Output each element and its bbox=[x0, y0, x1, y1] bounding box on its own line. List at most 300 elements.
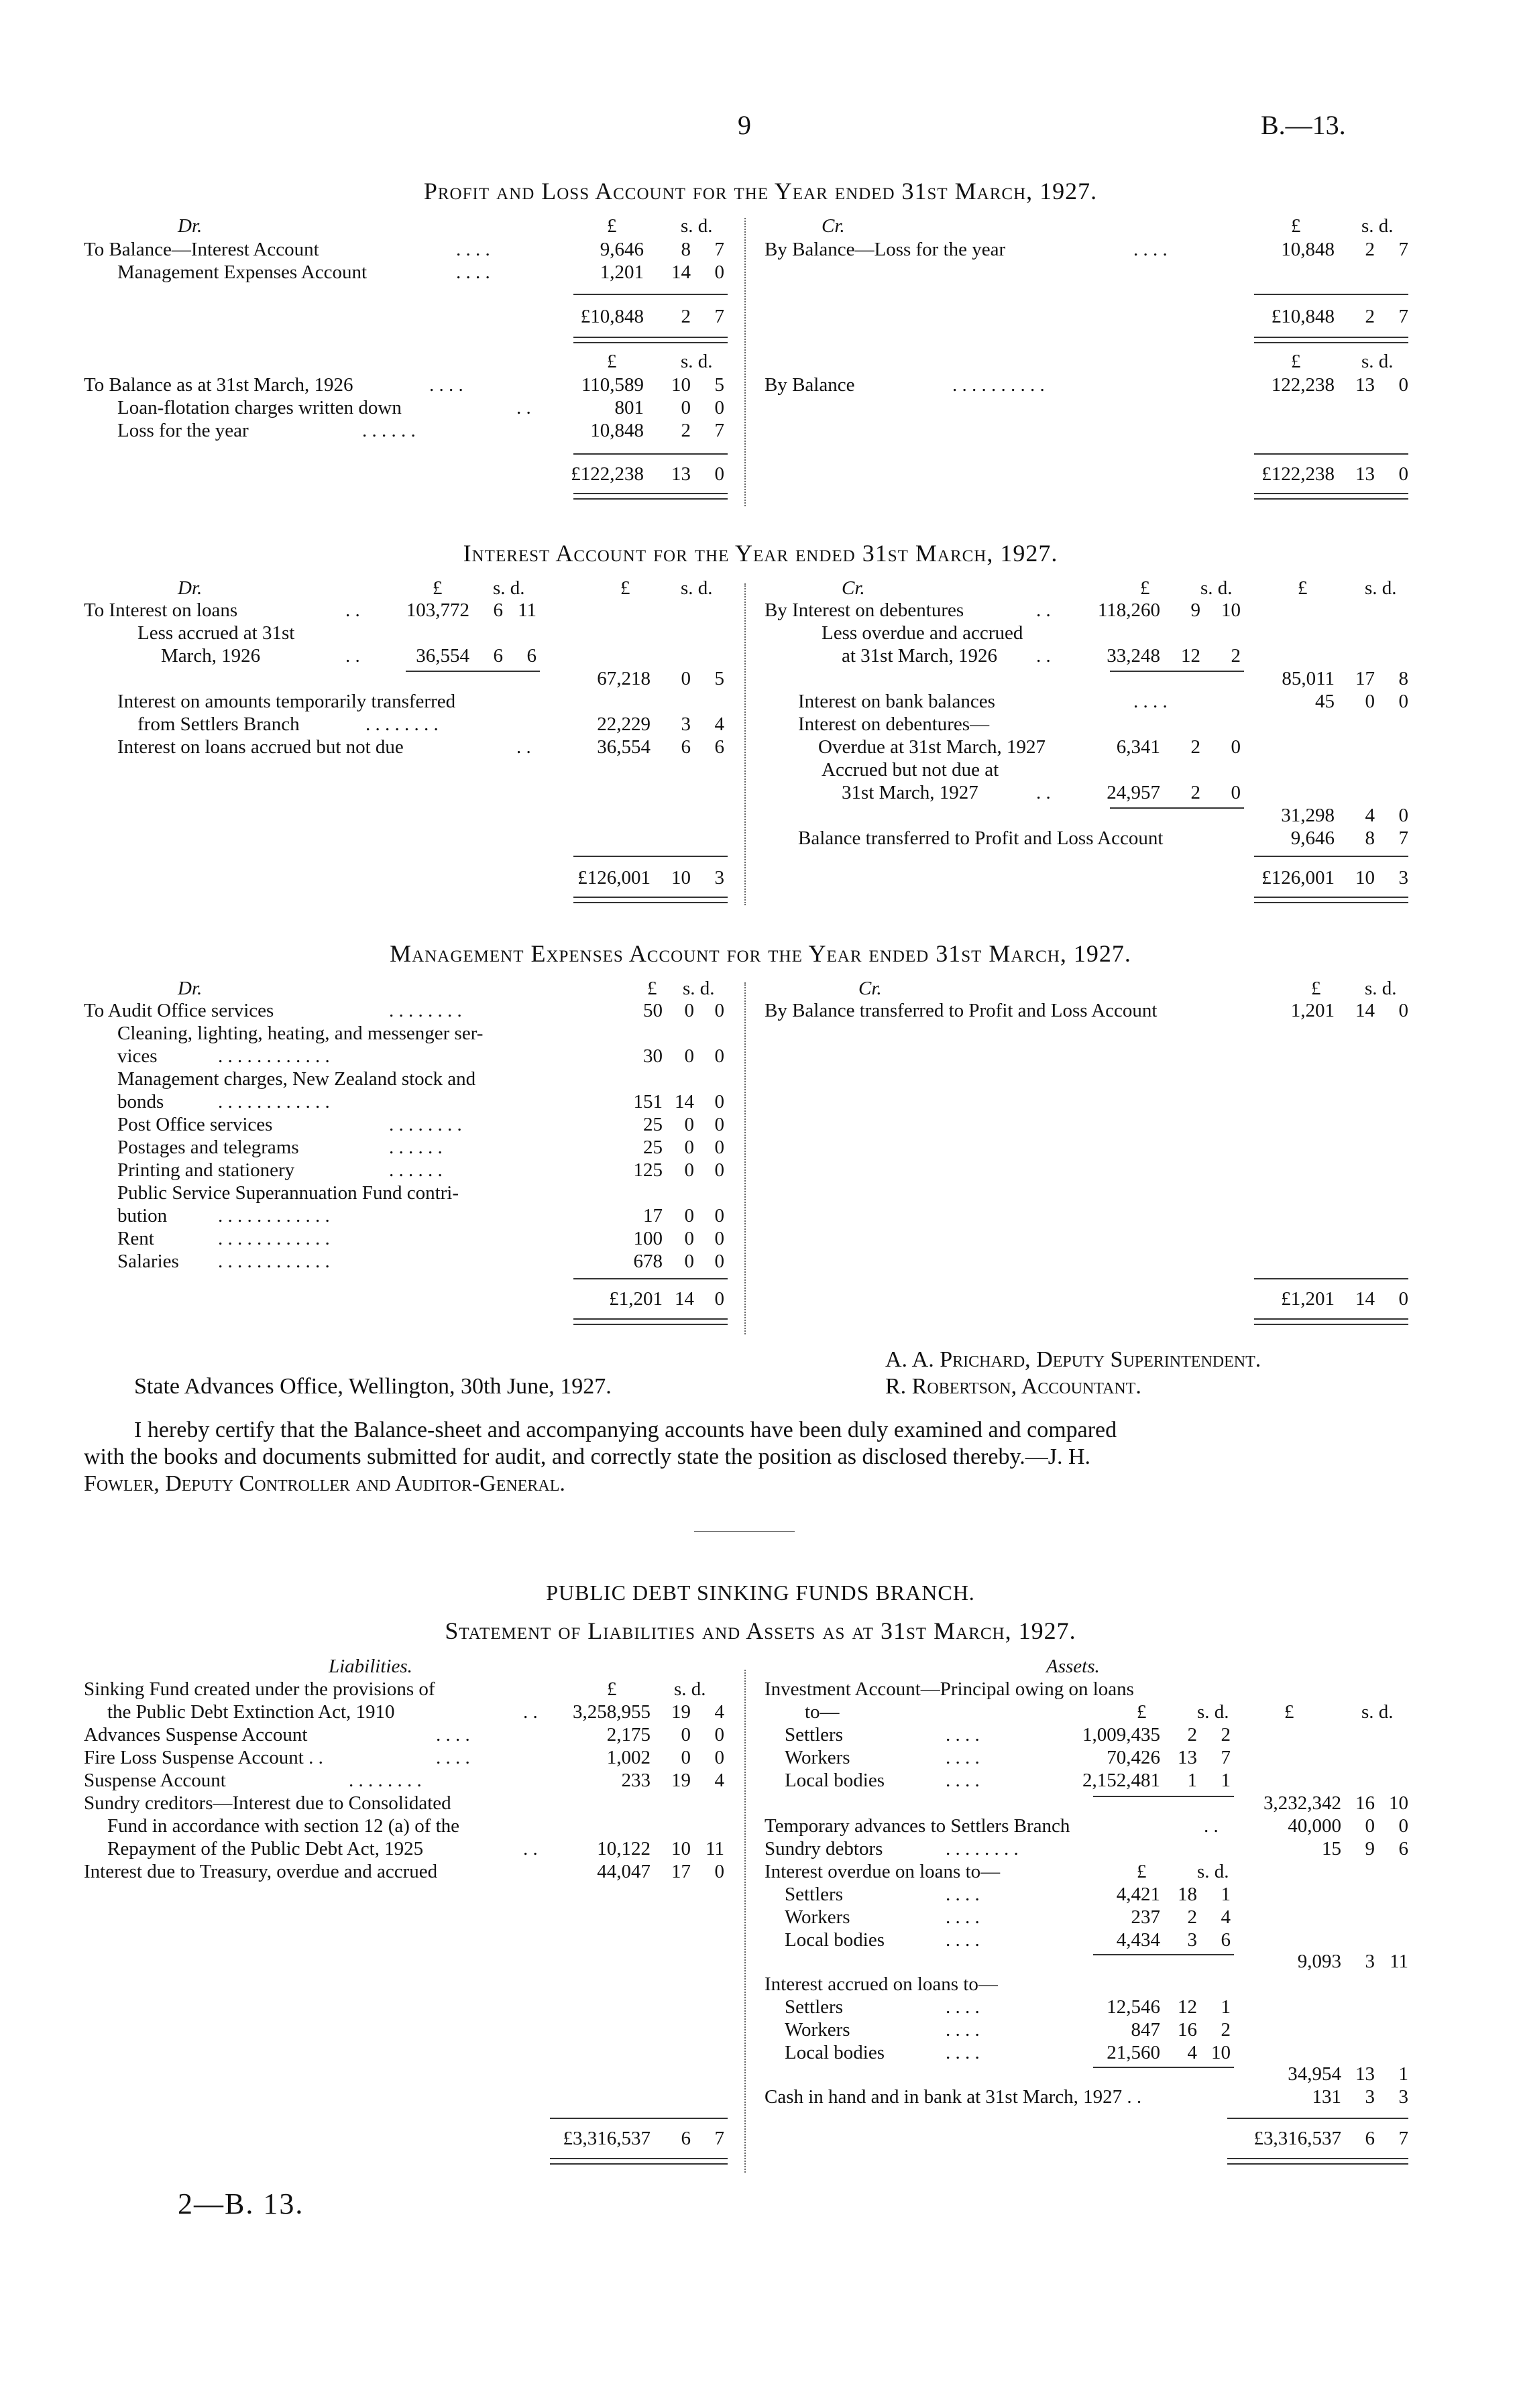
sf-assets-sd-heading-a: s. d. bbox=[1197, 1701, 1229, 1723]
mgmt-rent-pounds: 100 bbox=[633, 1228, 663, 1249]
pl-loss-year: Loss for the year bbox=[117, 420, 249, 441]
sf-accrued-settlers-shillings: 12 bbox=[1178, 1996, 1197, 2018]
int-less-accrued: Less accrued at 31st bbox=[137, 622, 295, 644]
sf-sundry-creditors: Sundry creditors—Interest due to Consolidated bbox=[84, 1792, 451, 1814]
pl-row-management: Management Expenses Account bbox=[117, 262, 368, 283]
pl-loss-year-dots: . . . . . . bbox=[362, 420, 416, 441]
mgmt-audit-pence: 0 bbox=[714, 1000, 724, 1021]
mgmt-printing: Printing and stationery bbox=[117, 1159, 295, 1181]
sf-interest-accrued: Interest accrued on loans to— bbox=[765, 1973, 998, 1995]
sf-fire-loss-dots: . . . . bbox=[436, 1747, 470, 1768]
sf-assets-total: £3,316,537 bbox=[1253, 2128, 1341, 2149]
mgmt-salaries-pounds: 678 bbox=[633, 1251, 663, 1272]
pl-double-rule-cr bbox=[1254, 337, 1408, 343]
int-cr-overdue-1927-pence: 0 bbox=[1231, 736, 1241, 758]
pl-cr-loss-pence: 7 bbox=[1398, 239, 1408, 260]
int-cr-bank-balances-pounds: 45 bbox=[1315, 691, 1335, 712]
mgmt-total-pence: 0 bbox=[714, 1288, 724, 1310]
sf-overdue-settlers-shillings: 18 bbox=[1178, 1884, 1197, 1905]
sf-sundry-creditors-pounds: 10,122 bbox=[597, 1838, 651, 1859]
mgmt-cr-balance: By Balance transferred to Profit and Loss Account bbox=[765, 1000, 1158, 1021]
sf-assets-total-shillings: 6 bbox=[1365, 2128, 1375, 2149]
mgmt-total-cr: £1,201 bbox=[1281, 1288, 1335, 1310]
pl-loan-flotation: Loan-flotation charges written down bbox=[117, 397, 402, 418]
sf-sundry-creditors-3: Repayment of the Public Debt Act, 1925 bbox=[107, 1838, 424, 1859]
int-settlers-branch-pounds: 22,229 bbox=[597, 713, 651, 735]
int-net-loans-shillings: 0 bbox=[681, 668, 691, 689]
int-cr-bank-balances-dots: . . . . bbox=[1133, 691, 1168, 712]
sf-sundry-creditors-pence: 11 bbox=[706, 1838, 724, 1859]
int-pound-heading-a: £ bbox=[433, 577, 443, 599]
int-march-1926-shillings: 6 bbox=[493, 645, 503, 667]
sf-overdue-sd-heading: s. d. bbox=[1197, 1861, 1229, 1882]
int-double-rule-cr bbox=[1254, 897, 1408, 903]
sf-principal-net-pounds: 3,232,342 bbox=[1263, 1792, 1341, 1814]
int-cr-march-1927-dots: . . bbox=[1036, 782, 1051, 803]
mgmt-printing-shillings: 0 bbox=[684, 1159, 694, 1181]
mgmt-post-office-shillings: 0 bbox=[684, 1114, 694, 1135]
mgmt-audit-dots: . . . . . . . . bbox=[389, 1000, 462, 1021]
sf-principal-workers-pounds: 70,426 bbox=[1107, 1747, 1160, 1768]
int-total-shillings: 10 bbox=[671, 867, 691, 888]
int-total-cr-pence: 3 bbox=[1398, 867, 1408, 888]
int-march-1926-pounds: 36,554 bbox=[416, 645, 469, 667]
sf-sinking-fund-pounds: 3,258,955 bbox=[573, 1701, 651, 1723]
pl-cr-balance: By Balance bbox=[765, 374, 855, 396]
mgmt-rule-cr bbox=[1254, 1278, 1408, 1279]
sf-interest-treasury-shillings: 17 bbox=[671, 1861, 691, 1882]
mgmt-superannuation-2: bution bbox=[117, 1205, 168, 1226]
mgmt-postages-pounds: 25 bbox=[643, 1137, 663, 1158]
pl-total-2-cr-shillings: 13 bbox=[1355, 463, 1375, 485]
sf-sinking-fund-dots: . . bbox=[523, 1701, 538, 1723]
pl-row-management-pence: 0 bbox=[714, 262, 724, 283]
sf-suspense: Suspense Account bbox=[84, 1770, 226, 1791]
sf-liab-total-rule bbox=[550, 2118, 728, 2119]
sf-overdue-local-pounds: 4,434 bbox=[1116, 1929, 1160, 1951]
pl-balance-1926-pounds: 110,589 bbox=[581, 374, 644, 396]
int-cr-debentures-2: Interest on debentures— bbox=[798, 713, 990, 735]
pl-cr-balance-dots: . . . . . . . . . . bbox=[952, 374, 1045, 396]
certificate-line-2: with the books and documents submitted for audit, and correctly state the position as disclosed thereby.—J. H. bbox=[84, 1444, 1091, 1469]
pl-sd-heading: s. d. bbox=[681, 215, 713, 237]
pl-total-1-cr-shillings: 2 bbox=[1365, 306, 1375, 327]
sf-liabilities-total-pence: 7 bbox=[714, 2128, 724, 2149]
int-cr-debentures-pounds: 118,260 bbox=[1097, 599, 1160, 621]
pl-loss-year-pence: 7 bbox=[714, 420, 724, 441]
pl-loan-flotation-pounds: 801 bbox=[614, 397, 644, 418]
int-cr-pound-heading-a: £ bbox=[1140, 577, 1150, 599]
sf-suspense-pounds: 233 bbox=[621, 1770, 651, 1791]
int-cr-march-1927-shillings: 2 bbox=[1190, 782, 1200, 803]
mgmt-post-office: Post Office services bbox=[117, 1114, 273, 1135]
sf-liab-pound-heading: £ bbox=[607, 1678, 617, 1700]
pl2-sd-heading: s. d. bbox=[681, 351, 713, 372]
sf-cash-in-hand: Cash in hand and in bank at 31st March, 1927 . . bbox=[765, 2086, 1142, 2108]
pl-balance-1926-dots: . . . . bbox=[429, 374, 463, 396]
sf-principal-workers-dots: . . . . bbox=[946, 1747, 980, 1768]
section-divider bbox=[694, 1531, 795, 1532]
pl2-cr-pound-heading: £ bbox=[1291, 351, 1301, 372]
sf-overdue-pound-heading: £ bbox=[1137, 1861, 1147, 1882]
int-cr-net-pounds: 85,011 bbox=[1282, 668, 1335, 689]
int-net-loans-pounds: 67,218 bbox=[597, 668, 651, 689]
office-dateline: State Advances Office, Wellington, 30th June, 1927. bbox=[134, 1374, 612, 1399]
pl2-double-rule bbox=[573, 493, 728, 500]
sf-accrued-local: Local bodies bbox=[785, 2042, 885, 2063]
sinking-branch-title: PUBLIC DEBT SINKING FUNDS BRANCH. bbox=[546, 1581, 975, 1605]
mgmt-cleaning-2: vices bbox=[117, 1045, 158, 1067]
mgmt-cr-balance-pence: 0 bbox=[1398, 1000, 1408, 1021]
int-double-rule bbox=[573, 897, 728, 903]
int-accrued-not-due: Interest on loans accrued but not due bbox=[117, 736, 404, 758]
mgmt-superannuation-dots: . . . . . . . . . . . . bbox=[218, 1205, 330, 1226]
mgmt-charges-2: bonds bbox=[117, 1091, 164, 1112]
pl-cr-loss-pounds: 10,848 bbox=[1281, 239, 1335, 260]
sf-temporary-advances-dots: . . bbox=[1204, 1815, 1219, 1837]
mgmt-cleaning-pence: 0 bbox=[714, 1045, 724, 1067]
int-sub-rule bbox=[406, 671, 540, 672]
mgmt-charges-dots: . . . . . . . . . . . . bbox=[218, 1091, 330, 1112]
sf-cash-in-hand-shillings: 3 bbox=[1365, 2086, 1375, 2108]
pl-row-interest-pounds: 9,646 bbox=[600, 239, 644, 260]
int-cr-debentures: By Interest on debentures bbox=[765, 599, 964, 621]
signature-robertson: R. Robertson, Accountant. bbox=[885, 1374, 1141, 1399]
int-accrued-not-due-shillings: 6 bbox=[681, 736, 691, 758]
mgmt-superannuation-shillings: 0 bbox=[684, 1205, 694, 1226]
int-cr-debentures-dots: . . bbox=[1036, 599, 1051, 621]
sf-temporary-advances-pence: 0 bbox=[1398, 1815, 1408, 1837]
sf-overdue-settlers-pounds: 4,421 bbox=[1116, 1884, 1160, 1905]
int-cr-less-overdue: Less overdue and accrued bbox=[822, 622, 1023, 644]
sf-sundry-debtors-pounds: 15 bbox=[1322, 1838, 1341, 1859]
pl2-double-rule-cr bbox=[1254, 493, 1408, 500]
pl-row-interest-pence: 7 bbox=[714, 239, 724, 260]
sf-sundry-debtors-dots: . . . . . . . . bbox=[946, 1838, 1019, 1859]
mgmt-rent-shillings: 0 bbox=[684, 1228, 694, 1249]
int-total-cr: £126,001 bbox=[1261, 867, 1335, 888]
mgmt-printing-pence: 0 bbox=[714, 1159, 724, 1181]
int-march-1926: March, 1926 bbox=[161, 645, 261, 667]
pl-loss-year-shillings: 2 bbox=[681, 420, 691, 441]
mgmt-cleaning-shillings: 0 bbox=[684, 1045, 694, 1067]
sf-fire-loss: Fire Loss Suspense Account . . bbox=[84, 1747, 323, 1768]
int-settlers-branch-dots: . . . . . . . . bbox=[365, 713, 439, 735]
certificate-line-1: I hereby certify that the Balance-sheet and accompanying accounts have been duly examined and compared bbox=[134, 1418, 1117, 1442]
sf-advances-suspense-pence: 0 bbox=[714, 1724, 724, 1745]
sf-column-divider bbox=[744, 1670, 746, 2173]
int-cr-overdue-1927-pounds: 6,341 bbox=[1116, 736, 1160, 758]
sf-accrued-net-pence: 1 bbox=[1398, 2063, 1408, 2085]
mgmt-column-divider bbox=[744, 982, 746, 1334]
mgmt-superannuation-pounds: 17 bbox=[643, 1205, 663, 1226]
pl-loss-year-pounds: 10,848 bbox=[590, 420, 644, 441]
int-cr-march-1926-shillings: 12 bbox=[1181, 645, 1200, 667]
mgmt-pound-heading: £ bbox=[647, 978, 657, 999]
sf-sundry-creditors-2: Fund in accordance with section 12 (a) of the bbox=[107, 1815, 460, 1837]
int-cr-net2-pounds: 31,298 bbox=[1281, 805, 1335, 826]
pl-total-2-shillings: 13 bbox=[671, 463, 691, 485]
sf-suspense-shillings: 19 bbox=[671, 1770, 691, 1791]
sf-accrued-local-pence: 10 bbox=[1211, 2042, 1231, 2063]
sf-sinking-fund-shillings: 19 bbox=[671, 1701, 691, 1723]
assets-heading: Assets. bbox=[1046, 1656, 1100, 1677]
sf-cash-in-hand-pence: 3 bbox=[1398, 2086, 1408, 2108]
sf-sundry-debtors-shillings: 9 bbox=[1365, 1838, 1375, 1859]
pl-loan-flotation-shillings: 0 bbox=[681, 397, 691, 418]
sf-accrued-settlers-pounds: 12,546 bbox=[1107, 1996, 1160, 2018]
mgmt-total-shillings: 14 bbox=[675, 1288, 694, 1310]
mgmt-cleaning-pounds: 30 bbox=[643, 1045, 663, 1067]
mgmt-cr-sd-heading: s. d. bbox=[1365, 978, 1397, 999]
int-march-1926-pence: 6 bbox=[526, 645, 537, 667]
signature-prichard: A. A. Prichard, Deputy Superintendent. bbox=[885, 1347, 1261, 1372]
mgmt-cleaning: Cleaning, lighting, heating, and messenger ser- bbox=[117, 1023, 484, 1044]
int-cr-balance-transferred: Balance transferred to Profit and Loss Account bbox=[798, 827, 1164, 849]
mgmt-audit-pounds: 50 bbox=[643, 1000, 663, 1021]
pl-total-2-cr-pence: 0 bbox=[1398, 463, 1408, 485]
mgmt-superannuation-pence: 0 bbox=[714, 1205, 724, 1226]
pl-rule-cr bbox=[1254, 294, 1408, 295]
sf-suspense-dots: . . . . . . . . bbox=[349, 1770, 422, 1791]
mgmt-dr-label: Dr. bbox=[178, 978, 203, 999]
sf-accrued-settlers-dots: . . . . bbox=[946, 1996, 980, 2018]
mgmt-total-cr-shillings: 14 bbox=[1355, 1288, 1375, 1310]
sf-temporary-advances-shillings: 0 bbox=[1365, 1815, 1375, 1837]
sf-principal-local-pence: 1 bbox=[1221, 1770, 1231, 1791]
pl-total-1-cr-pence: 7 bbox=[1398, 306, 1408, 327]
int-cr-accrued-not-due: Accrued but not due at bbox=[822, 759, 999, 781]
int-cr-debentures-pence: 10 bbox=[1221, 599, 1241, 621]
sf-sinking-fund: Sinking Fund created under the provisions of bbox=[84, 1678, 435, 1700]
sf-principal-workers-shillings: 13 bbox=[1178, 1747, 1197, 1768]
mgmt-charges-shillings: 14 bbox=[675, 1091, 694, 1112]
sf-sundry-debtors-pence: 6 bbox=[1398, 1838, 1408, 1859]
sf-accrued-local-pounds: 21,560 bbox=[1107, 2042, 1160, 2063]
int-cr-balance-transferred-shillings: 8 bbox=[1365, 827, 1375, 849]
mgmt-audit: To Audit Office services bbox=[84, 1000, 274, 1021]
sf-interest-treasury-pounds: 44,047 bbox=[597, 1861, 651, 1882]
sf-assets-pound-heading-a: £ bbox=[1137, 1701, 1147, 1723]
pl-cr-loss: By Balance—Loss for the year bbox=[765, 239, 1006, 260]
mgmt-superannuation: Public Service Superannuation Fund contri- bbox=[117, 1182, 459, 1204]
sf-principal-net-shillings: 16 bbox=[1355, 1792, 1375, 1814]
sf-overdue-net-shillings: 3 bbox=[1365, 1951, 1375, 1972]
page-number: 9 bbox=[738, 110, 751, 140]
sf-accrued-workers-pence: 2 bbox=[1221, 2019, 1231, 2041]
mgmt-double-rule bbox=[573, 1318, 728, 1325]
int-sd-heading-a: s. d. bbox=[493, 577, 525, 599]
sf-principal-settlers-pence: 2 bbox=[1221, 1724, 1231, 1745]
int-accrued-not-due-pence: 6 bbox=[714, 736, 724, 758]
int-total: £126,001 bbox=[577, 867, 651, 888]
mgmt-salaries-dots: . . . . . . . . . . . . bbox=[218, 1251, 330, 1272]
sf-liab-sd-heading: s. d. bbox=[674, 1678, 706, 1700]
sf-assets-total-rule bbox=[1227, 2118, 1408, 2119]
pl-row-management-dots: . . . . bbox=[456, 262, 490, 283]
sf-accrued-workers-dots: . . . . bbox=[946, 2019, 980, 2041]
sf-investment-to: to— bbox=[805, 1701, 840, 1723]
sf-accrued-workers-pounds: 847 bbox=[1131, 2019, 1160, 2041]
sf-sundry-creditors-dots: . . bbox=[523, 1838, 538, 1859]
mgmt-rent-pence: 0 bbox=[714, 1228, 724, 1249]
sf-assets-pound-heading-b: £ bbox=[1284, 1701, 1294, 1723]
mgmt-salaries: Salaries bbox=[117, 1251, 179, 1272]
sf-sinking-fund-pence: 4 bbox=[714, 1701, 724, 1723]
sf-principal-settlers-pounds: 1,009,435 bbox=[1082, 1724, 1160, 1745]
int-cr-bank-balances: Interest on bank balances bbox=[798, 691, 995, 712]
int-cr-march-1926: at 31st March, 1926 bbox=[842, 645, 997, 667]
sf-assets-total-pence: 7 bbox=[1398, 2128, 1408, 2149]
mgmt-total: £1,201 bbox=[609, 1288, 663, 1310]
int-cr-march-1927-pence: 0 bbox=[1231, 782, 1241, 803]
sf-investment-account: Investment Account—Principal owing on loans bbox=[765, 1678, 1134, 1700]
pl-row-management-pounds: 1,201 bbox=[600, 262, 644, 283]
sf-sundry-creditors-shillings: 10 bbox=[671, 1838, 691, 1859]
paper-reference: B.—13. bbox=[1261, 110, 1346, 140]
sf-principal-settlers-dots: . . . . bbox=[946, 1724, 980, 1745]
sf-assets-sd-heading-b: s. d. bbox=[1361, 1701, 1394, 1723]
pl-total-2-pence: 0 bbox=[714, 463, 724, 485]
sf-principal-workers-pence: 7 bbox=[1221, 1747, 1231, 1768]
int-loans-shillings: 6 bbox=[493, 599, 503, 621]
mgmt-salaries-shillings: 0 bbox=[684, 1251, 694, 1272]
int-settlers-branch-shillings: 3 bbox=[681, 713, 691, 735]
int-cr-bank-balances-shillings: 0 bbox=[1365, 691, 1375, 712]
signature-mark: 2—B. 13. bbox=[178, 2187, 304, 2220]
int-loans-pounds: 103,772 bbox=[406, 599, 469, 621]
sf-overdue-local-shillings: 3 bbox=[1187, 1929, 1197, 1951]
sf-overdue-net-pounds: 9,093 bbox=[1297, 1951, 1341, 1972]
mgmt-sd-heading: s. d. bbox=[683, 978, 715, 999]
mgmt-charges-pence: 0 bbox=[714, 1091, 724, 1112]
pl-loan-flotation-pence: 0 bbox=[714, 397, 724, 418]
int-pound-heading-b: £ bbox=[620, 577, 630, 599]
pl-total-1-shillings: 2 bbox=[681, 306, 691, 327]
pl2-cr-sd-heading: s. d. bbox=[1361, 351, 1394, 372]
sf-principal-rule bbox=[1093, 1796, 1234, 1797]
mgmt-cr-pound-heading: £ bbox=[1311, 978, 1321, 999]
int-cr-overdue-1927-shillings: 2 bbox=[1190, 736, 1200, 758]
mgmt-cr-balance-shillings: 14 bbox=[1355, 1000, 1375, 1021]
liabilities-heading: Liabilities. bbox=[329, 1656, 412, 1677]
sf-interest-treasury-pence: 0 bbox=[714, 1861, 724, 1882]
int-sd-heading-b: s. d. bbox=[681, 577, 713, 599]
pl-total-2-cr: £122,238 bbox=[1261, 463, 1335, 485]
int-rule-cr bbox=[1254, 856, 1408, 857]
int-cr-sd-heading-a: s. d. bbox=[1200, 577, 1233, 599]
pl-cr-loss-shillings: 2 bbox=[1365, 239, 1375, 260]
sf-overdue-workers-pence: 4 bbox=[1221, 1906, 1231, 1928]
sf-fire-loss-shillings: 0 bbox=[681, 1747, 691, 1768]
sf-interest-treasury: Interest due to Treasury, overdue and accrued bbox=[84, 1861, 438, 1882]
profit-loss-title: Profit and Loss Account for the Year ended 31st March, 1927. bbox=[423, 178, 1098, 205]
sf-overdue-workers-pounds: 237 bbox=[1131, 1906, 1160, 1928]
pl-pound-heading: £ bbox=[607, 215, 617, 237]
management-title: Management Expenses Account for the Year ended 31st March, 1927. bbox=[390, 940, 1131, 967]
pl2-rule bbox=[573, 453, 728, 455]
int-cr-net2-pence: 0 bbox=[1398, 805, 1408, 826]
pl2-rule-cr bbox=[1254, 453, 1408, 455]
sf-suspense-pence: 4 bbox=[714, 1770, 724, 1791]
mgmt-charges: Management charges, New Zealand stock and bbox=[117, 1068, 476, 1090]
int-cr-march-1927-pounds: 24,957 bbox=[1107, 782, 1160, 803]
pl-dr-label: Dr. bbox=[178, 215, 203, 237]
sf-accrued-workers-shillings: 16 bbox=[1178, 2019, 1197, 2041]
int-cr-march-1926-pounds: 33,248 bbox=[1107, 645, 1160, 667]
mgmt-double-rule-cr bbox=[1254, 1318, 1408, 1325]
pl-row-management-shillings: 14 bbox=[671, 262, 691, 283]
sf-overdue-settlers: Settlers bbox=[785, 1884, 843, 1905]
int-total-pence: 3 bbox=[714, 867, 724, 888]
pl-cr-label: Cr. bbox=[822, 215, 845, 237]
sf-fire-loss-pounds: 1,002 bbox=[606, 1747, 651, 1768]
int-march-1926-dots: . . bbox=[345, 645, 360, 667]
pl-total-1-pence: 7 bbox=[714, 306, 724, 327]
sf-principal-workers: Workers bbox=[785, 1747, 850, 1768]
sf-overdue-rule bbox=[1093, 1954, 1234, 1955]
int-rule bbox=[573, 856, 728, 857]
mgmt-charges-pounds: 151 bbox=[633, 1091, 663, 1112]
pl-row-interest: To Balance—Interest Account bbox=[84, 239, 319, 260]
sf-sinking-fund-2: the Public Debt Extinction Act, 1910 bbox=[107, 1701, 395, 1723]
sf-overdue-settlers-dots: . . . . bbox=[946, 1884, 980, 1905]
int-cr-net-shillings: 17 bbox=[1355, 668, 1375, 689]
mgmt-cr-label: Cr. bbox=[858, 978, 882, 999]
sf-overdue-local: Local bodies bbox=[785, 1929, 885, 1951]
sf-liabilities-total: £3,316,537 bbox=[563, 2128, 651, 2149]
sf-accrued-workers: Workers bbox=[785, 2019, 850, 2041]
sf-overdue-local-pence: 6 bbox=[1221, 1929, 1231, 1951]
int-cr-debentures-shillings: 9 bbox=[1190, 599, 1200, 621]
int-cr-march-1926-pence: 2 bbox=[1231, 645, 1241, 667]
mgmt-post-office-pounds: 25 bbox=[643, 1114, 663, 1135]
mgmt-rent-dots: . . . . . . . . . . . . bbox=[218, 1228, 330, 1249]
mgmt-postages: Postages and telegrams bbox=[117, 1137, 299, 1158]
pl-balance-1926-pence: 5 bbox=[714, 374, 724, 396]
certificate-line-3: Fowler, Deputy Controller and Auditor-General. bbox=[84, 1471, 565, 1496]
sinking-statement-title: Statement of Liabilities and Assets as at 31st March, 1927. bbox=[445, 1617, 1076, 1644]
int-cr-label: Cr. bbox=[842, 577, 865, 599]
sf-principal-local-shillings: 1 bbox=[1187, 1770, 1197, 1791]
sf-accrued-local-shillings: 4 bbox=[1187, 2042, 1197, 2063]
sf-accrued-settlers-pence: 1 bbox=[1221, 1996, 1231, 2018]
pl-row-interest-shillings: 8 bbox=[681, 239, 691, 260]
sf-temporary-advances: Temporary advances to Settlers Branch bbox=[765, 1815, 1070, 1837]
int-cr-march-1927: 31st March, 1927 bbox=[842, 782, 978, 803]
mgmt-cr-balance-pounds: 1,201 bbox=[1290, 1000, 1335, 1021]
pl-cr-pound-heading: £ bbox=[1291, 215, 1301, 237]
mgmt-rent: Rent bbox=[117, 1228, 154, 1249]
mgmt-postages-pence: 0 bbox=[714, 1137, 724, 1158]
pl-cr-sd-heading: s. d. bbox=[1361, 215, 1394, 237]
sf-principal-settlers: Settlers bbox=[785, 1724, 843, 1745]
int-total-cr-shillings: 10 bbox=[1355, 867, 1375, 888]
sf-advances-suspense-dots: . . . . bbox=[436, 1724, 470, 1745]
sf-accrued-rule bbox=[1093, 2067, 1234, 2068]
int-loans-pence: 11 bbox=[518, 599, 537, 621]
sf-advances-suspense: Advances Suspense Account bbox=[84, 1724, 308, 1745]
sf-accrued-settlers: Settlers bbox=[785, 1996, 843, 2018]
sf-accrued-local-dots: . . . . bbox=[946, 2042, 980, 2063]
int-column-divider bbox=[744, 583, 746, 905]
sf-overdue-workers-shillings: 2 bbox=[1187, 1906, 1197, 1928]
int-cr-sub-rule-2 bbox=[1110, 807, 1244, 809]
sf-principal-local-dots: . . . . bbox=[946, 1770, 980, 1791]
sf-overdue-net-pence: 11 bbox=[1390, 1951, 1408, 1972]
int-cr-bank-balances-pence: 0 bbox=[1398, 691, 1408, 712]
mgmt-salaries-pence: 0 bbox=[714, 1251, 724, 1272]
